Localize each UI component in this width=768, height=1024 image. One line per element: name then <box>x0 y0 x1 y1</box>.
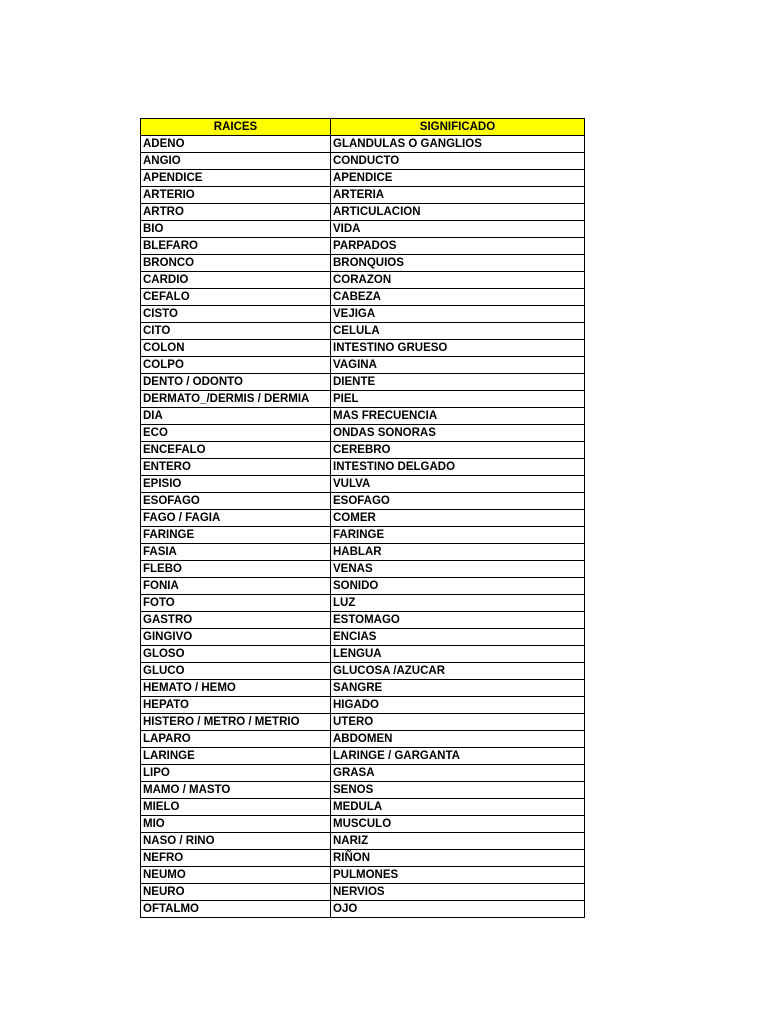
meaning-cell: ABDOMEN <box>331 731 585 748</box>
table-row <box>141 493 585 510</box>
meaning-cell: GLUCOSA /AZUCAR <box>331 663 585 680</box>
root-cell: LIPO <box>141 765 331 782</box>
root-cell: GASTRO <box>141 612 331 629</box>
meaning-cell: CEREBRO <box>331 442 585 459</box>
root-cell: DERMATO_/DERMIS / DERMIA <box>141 391 331 408</box>
root-cell: CISTO <box>141 306 331 323</box>
root-cell: ARTRO <box>141 204 331 221</box>
root-cell: FARINGE <box>141 527 331 544</box>
table-row <box>141 884 585 901</box>
table-row <box>141 697 585 714</box>
root-cell: FAGO / FAGIA <box>141 510 331 527</box>
meaning-cell: CABEZA <box>331 289 585 306</box>
meaning-cell: DIENTE <box>331 374 585 391</box>
root-cell: FOTO <box>141 595 331 612</box>
root-cell: OFTALMO <box>141 901 331 918</box>
table-row <box>141 612 585 629</box>
meaning-cell: RIÑON <box>331 850 585 867</box>
root-cell: GINGIVO <box>141 629 331 646</box>
table-row <box>141 136 585 153</box>
root-cell: ARTERIO <box>141 187 331 204</box>
root-cell: FLEBO <box>141 561 331 578</box>
root-cell: NEURO <box>141 884 331 901</box>
root-cell: MIELO <box>141 799 331 816</box>
meaning-cell: ESTOMAGO <box>331 612 585 629</box>
root-cell: COLPO <box>141 357 331 374</box>
meaning-cell: LENGUA <box>331 646 585 663</box>
root-cell: APENDICE <box>141 170 331 187</box>
table-row <box>141 867 585 884</box>
root-cell: CARDIO <box>141 272 331 289</box>
root-cell: FONIA <box>141 578 331 595</box>
header-raices: RAICES <box>141 119 331 136</box>
header-significado: SIGNIFICADO <box>331 119 585 136</box>
table-row <box>141 527 585 544</box>
meaning-cell: SANGRE <box>331 680 585 697</box>
meaning-cell: ARTICULACION <box>331 204 585 221</box>
table-row <box>141 289 585 306</box>
table-row <box>141 459 585 476</box>
root-cell: NEUMO <box>141 867 331 884</box>
root-cell: EPISIO <box>141 476 331 493</box>
meaning-cell: APENDICE <box>331 170 585 187</box>
root-cell: GLUCO <box>141 663 331 680</box>
table-row <box>141 170 585 187</box>
meaning-cell: VENAS <box>331 561 585 578</box>
table-row <box>141 646 585 663</box>
table-row <box>141 374 585 391</box>
meaning-cell: HIGADO <box>331 697 585 714</box>
meaning-cell: MAS FRECUENCIA <box>331 408 585 425</box>
meaning-cell: NERVIOS <box>331 884 585 901</box>
meaning-cell: INTESTINO DELGADO <box>331 459 585 476</box>
meaning-cell: CONDUCTO <box>331 153 585 170</box>
roots-table <box>140 118 585 918</box>
meaning-cell: VAGINA <box>331 357 585 374</box>
meaning-cell: COMER <box>331 510 585 527</box>
root-cell: NEFRO <box>141 850 331 867</box>
table-row <box>141 629 585 646</box>
table-row <box>141 340 585 357</box>
root-cell: DIA <box>141 408 331 425</box>
root-cell: LAPARO <box>141 731 331 748</box>
meaning-cell: HABLAR <box>331 544 585 561</box>
root-cell: ECO <box>141 425 331 442</box>
table-row <box>141 255 585 272</box>
table-row <box>141 765 585 782</box>
root-cell: FASIA <box>141 544 331 561</box>
table-row <box>141 595 585 612</box>
table-row <box>141 748 585 765</box>
meaning-cell: SENOS <box>331 782 585 799</box>
table-row <box>141 816 585 833</box>
root-cell: ADENO <box>141 136 331 153</box>
meaning-cell: ONDAS SONORAS <box>331 425 585 442</box>
table-body <box>141 136 585 918</box>
meaning-cell: GRASA <box>331 765 585 782</box>
table-row <box>141 850 585 867</box>
table-row <box>141 425 585 442</box>
root-cell: BRONCO <box>141 255 331 272</box>
table-row <box>141 782 585 799</box>
root-cell: CITO <box>141 323 331 340</box>
table-row <box>141 544 585 561</box>
root-cell: BLEFARO <box>141 238 331 255</box>
root-cell: CEFALO <box>141 289 331 306</box>
table-row <box>141 561 585 578</box>
table-row <box>141 510 585 527</box>
table-row <box>141 357 585 374</box>
meaning-cell: LUZ <box>331 595 585 612</box>
meaning-cell: VIDA <box>331 221 585 238</box>
table-row <box>141 731 585 748</box>
meaning-cell: INTESTINO GRUESO <box>331 340 585 357</box>
table-row <box>141 187 585 204</box>
meaning-cell: MEDULA <box>331 799 585 816</box>
meaning-cell: PIEL <box>331 391 585 408</box>
table-row <box>141 901 585 918</box>
table-row <box>141 238 585 255</box>
root-cell: HEMATO / HEMO <box>141 680 331 697</box>
meaning-cell: MUSCULO <box>331 816 585 833</box>
root-cell: HISTERO / METRO / METRIO <box>141 714 331 731</box>
table-row <box>141 578 585 595</box>
meaning-cell: ARTERIA <box>331 187 585 204</box>
root-cell: MIO <box>141 816 331 833</box>
meaning-cell: UTERO <box>331 714 585 731</box>
root-cell: COLON <box>141 340 331 357</box>
meaning-cell: VULVA <box>331 476 585 493</box>
root-cell: MAMO / MASTO <box>141 782 331 799</box>
meaning-cell: ESOFAGO <box>331 493 585 510</box>
table-row <box>141 799 585 816</box>
root-cell: ESOFAGO <box>141 493 331 510</box>
root-cell: NASO / RINO <box>141 833 331 850</box>
table-row <box>141 391 585 408</box>
table-row <box>141 476 585 493</box>
meaning-cell: SONIDO <box>331 578 585 595</box>
meaning-cell: NARIZ <box>331 833 585 850</box>
root-cell: ANGIO <box>141 153 331 170</box>
meaning-cell: CORAZON <box>331 272 585 289</box>
header-row <box>141 119 585 136</box>
table-row <box>141 663 585 680</box>
meaning-cell: FARINGE <box>331 527 585 544</box>
root-cell: HEPATO <box>141 697 331 714</box>
table-row <box>141 204 585 221</box>
table-row <box>141 272 585 289</box>
table-row <box>141 306 585 323</box>
table-row <box>141 323 585 340</box>
table-row <box>141 442 585 459</box>
table-row <box>141 714 585 731</box>
root-cell: GLOSO <box>141 646 331 663</box>
meaning-cell: OJO <box>331 901 585 918</box>
table-row <box>141 833 585 850</box>
meaning-cell: BRONQUIOS <box>331 255 585 272</box>
root-cell: ENTERO <box>141 459 331 476</box>
table-row <box>141 153 585 170</box>
meaning-cell: GLANDULAS O GANGLIOS <box>331 136 585 153</box>
meaning-cell: LARINGE / GARGANTA <box>331 748 585 765</box>
meaning-cell: VEJIGA <box>331 306 585 323</box>
root-cell: LARINGE <box>141 748 331 765</box>
meaning-cell: ENCIAS <box>331 629 585 646</box>
meaning-cell: PULMONES <box>331 867 585 884</box>
root-cell: BIO <box>141 221 331 238</box>
meaning-cell: CELULA <box>331 323 585 340</box>
table-row <box>141 680 585 697</box>
meaning-cell: PARPADOS <box>331 238 585 255</box>
table-row <box>141 408 585 425</box>
root-cell: DENTO / ODONTO <box>141 374 331 391</box>
table-row <box>141 221 585 238</box>
root-cell: ENCEFALO <box>141 442 331 459</box>
